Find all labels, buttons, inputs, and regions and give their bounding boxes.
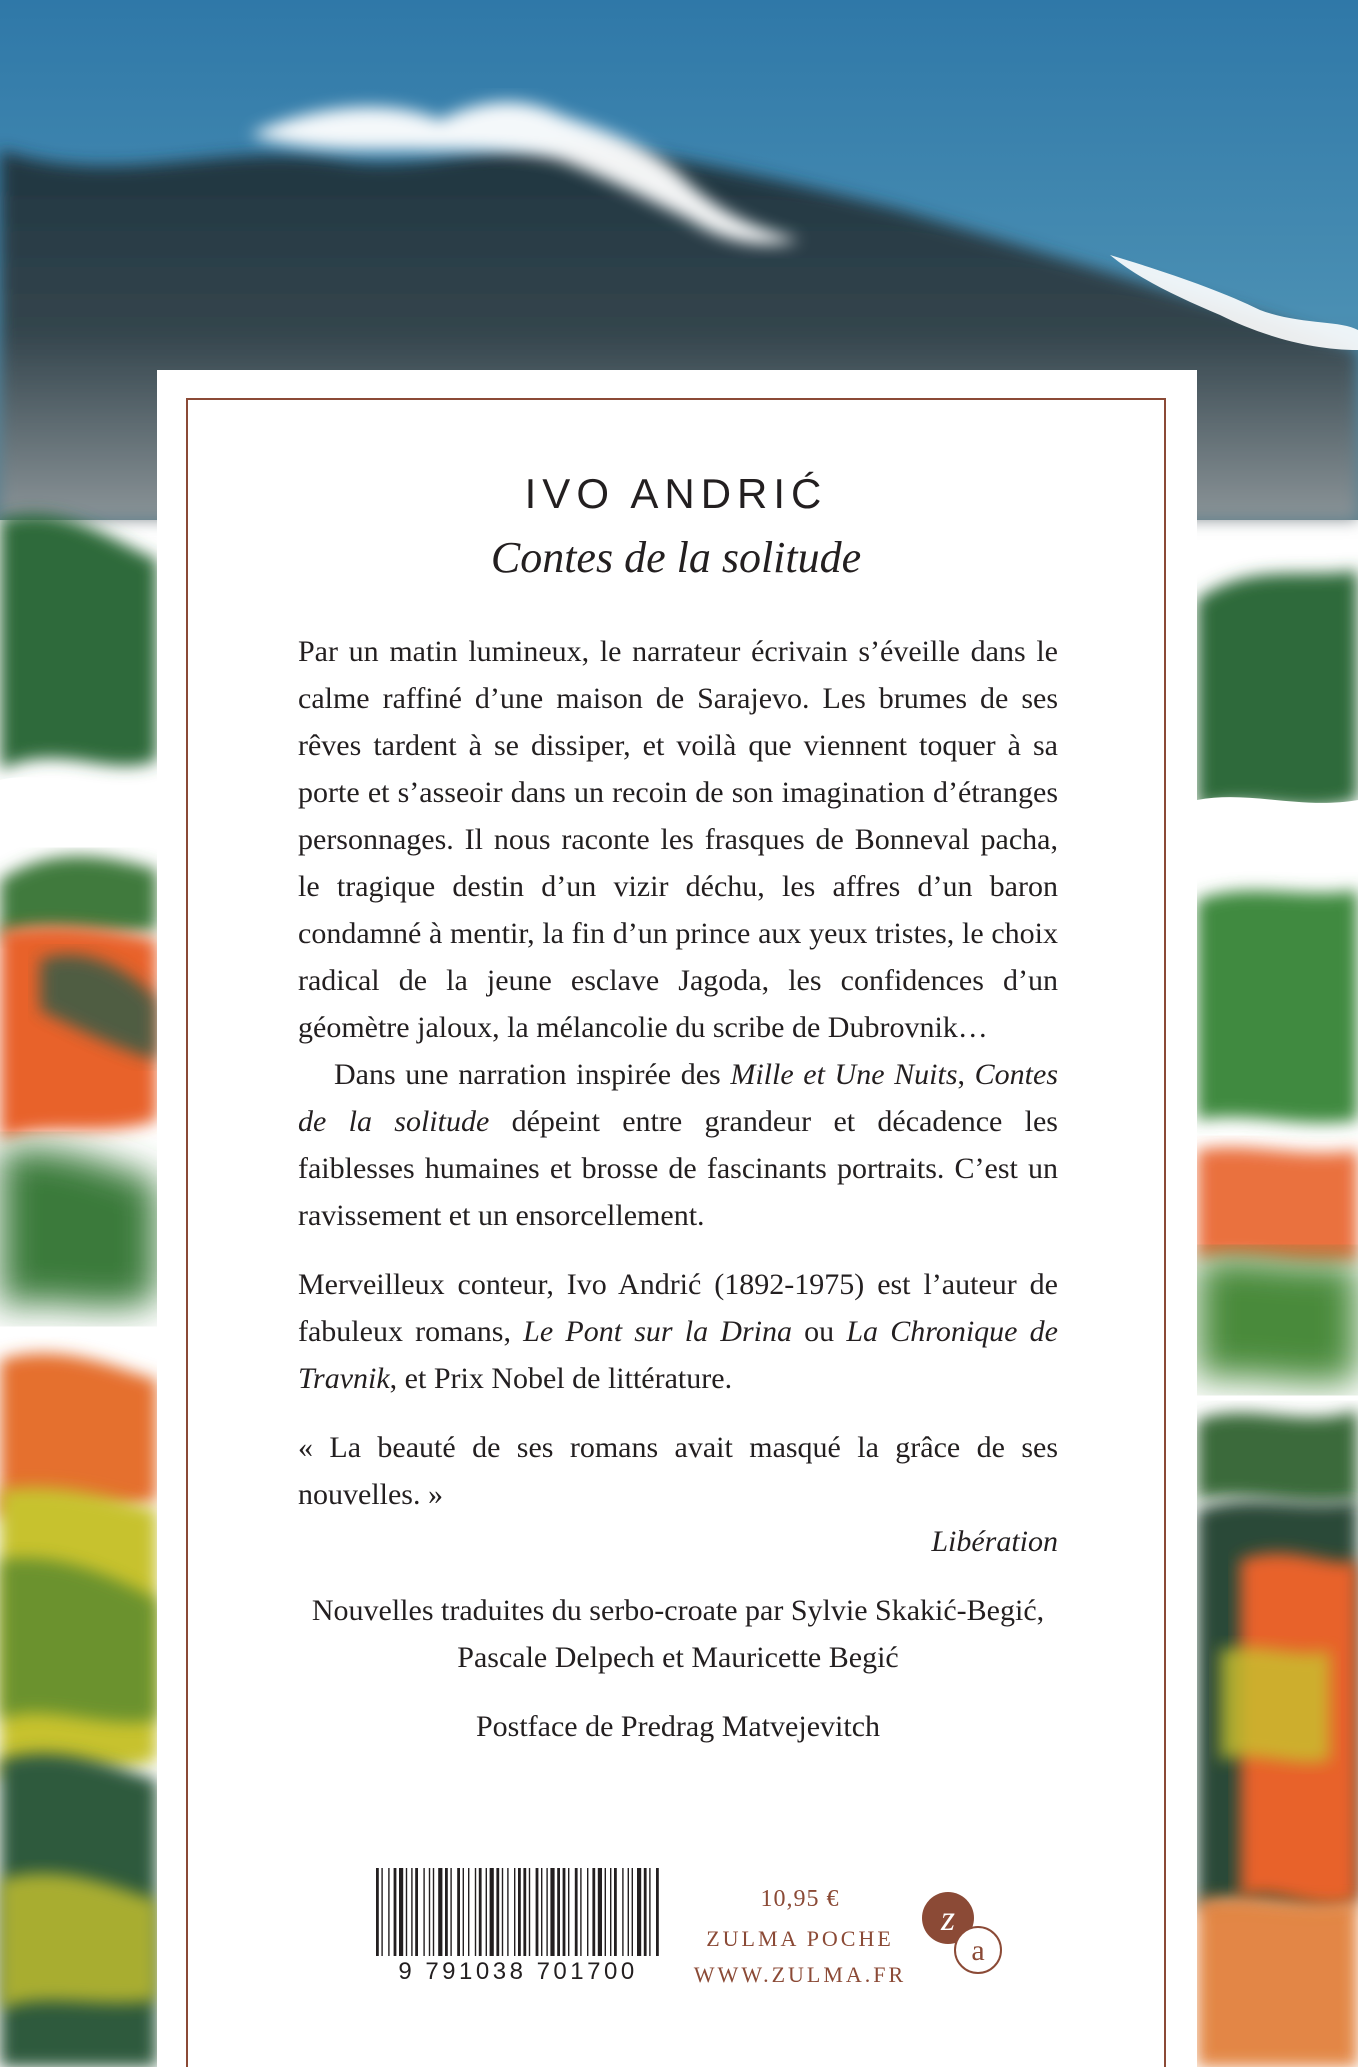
synopsis-paragraph-2 (298, 1051, 1058, 1239)
author-bio (298, 1261, 1058, 1402)
p2-text-a: Dans une narration inspirée des (334, 1058, 731, 1091)
zulma-logo-icon (920, 1888, 1004, 1980)
translation-credit: Nouvelles traduites du serbo-croate par Sylvie Skakić-Begić, Pascale Delpech et Mauricette Begić (311, 1594, 1045, 1674)
novel-title-1: Le Pont sur la Drina (523, 1315, 792, 1348)
p2-text-e: dépeint entre grandeur et décadence les faiblesses humaines et brosse de fascinants portraits. C’est un ravissement et un ensorcellement. (298, 1105, 1058, 1232)
novel-title-2: La Chronique de Travnik (298, 1315, 1058, 1395)
blurb (298, 628, 1058, 1750)
barcode-icon (372, 1868, 664, 1960)
bio-text-e: , et Prix Nobel de littérature. (389, 1362, 733, 1395)
logo-letter-z: z (940, 1898, 956, 1938)
book-title: Contes de la solitude (490, 533, 862, 582)
author-name: IVO ANDRIĆ (524, 470, 828, 517)
bio-text-a: Merveilleux conteur, Ivo Andrić (1892-1975) est l’auteur de fabuleux romans, (298, 1268, 1058, 1348)
bio-text-c: ou (791, 1315, 847, 1348)
reference-title: Mille et Une Nuits (730, 1058, 958, 1091)
book-title-inline: Contes de la solitude (298, 1058, 1059, 1138)
logo-letter-a: a (971, 1934, 985, 1967)
imprint: ZULMA POCHE (706, 1926, 894, 1951)
postface-credit: Postface de Predrag Matvejevitch (475, 1710, 881, 1743)
synopsis-paragraph: Par un matin lumineux, le narrateur écrivain s’éveille dans le calme raffiné d’une maison de Sarajevo. Les brumes de ses rêves tardent à se dissiper, et voilà que viennent toquer à sa porte et s’asseoir dans un recoin de son imagination d’étranges personnages. Il nous raconte les frasques de Bonneval pacha, le tragique destin d’un vizir déchu, les affres d’un baron condamné à mentir, la fin d’un prince aux yeux tristes, le choix radical de la jeune esclave Jagoda, les confidences d’un géomètre jaloux, la mélancolie du scribe de Dubrovnik… (298, 635, 1058, 1044)
press-quote: « La beauté de ses romans avait masqué la grâce de ses nouvelles. » (298, 1431, 1058, 1511)
price: 10,95 € (760, 1886, 840, 1912)
p2-text-c: , (957, 1058, 975, 1091)
quote-source: Libération (931, 1525, 1058, 1558)
isbn-digits: 9 791038 701700 (366, 1958, 670, 1986)
website: WWW.ZULMA.FR (693, 1962, 907, 1987)
